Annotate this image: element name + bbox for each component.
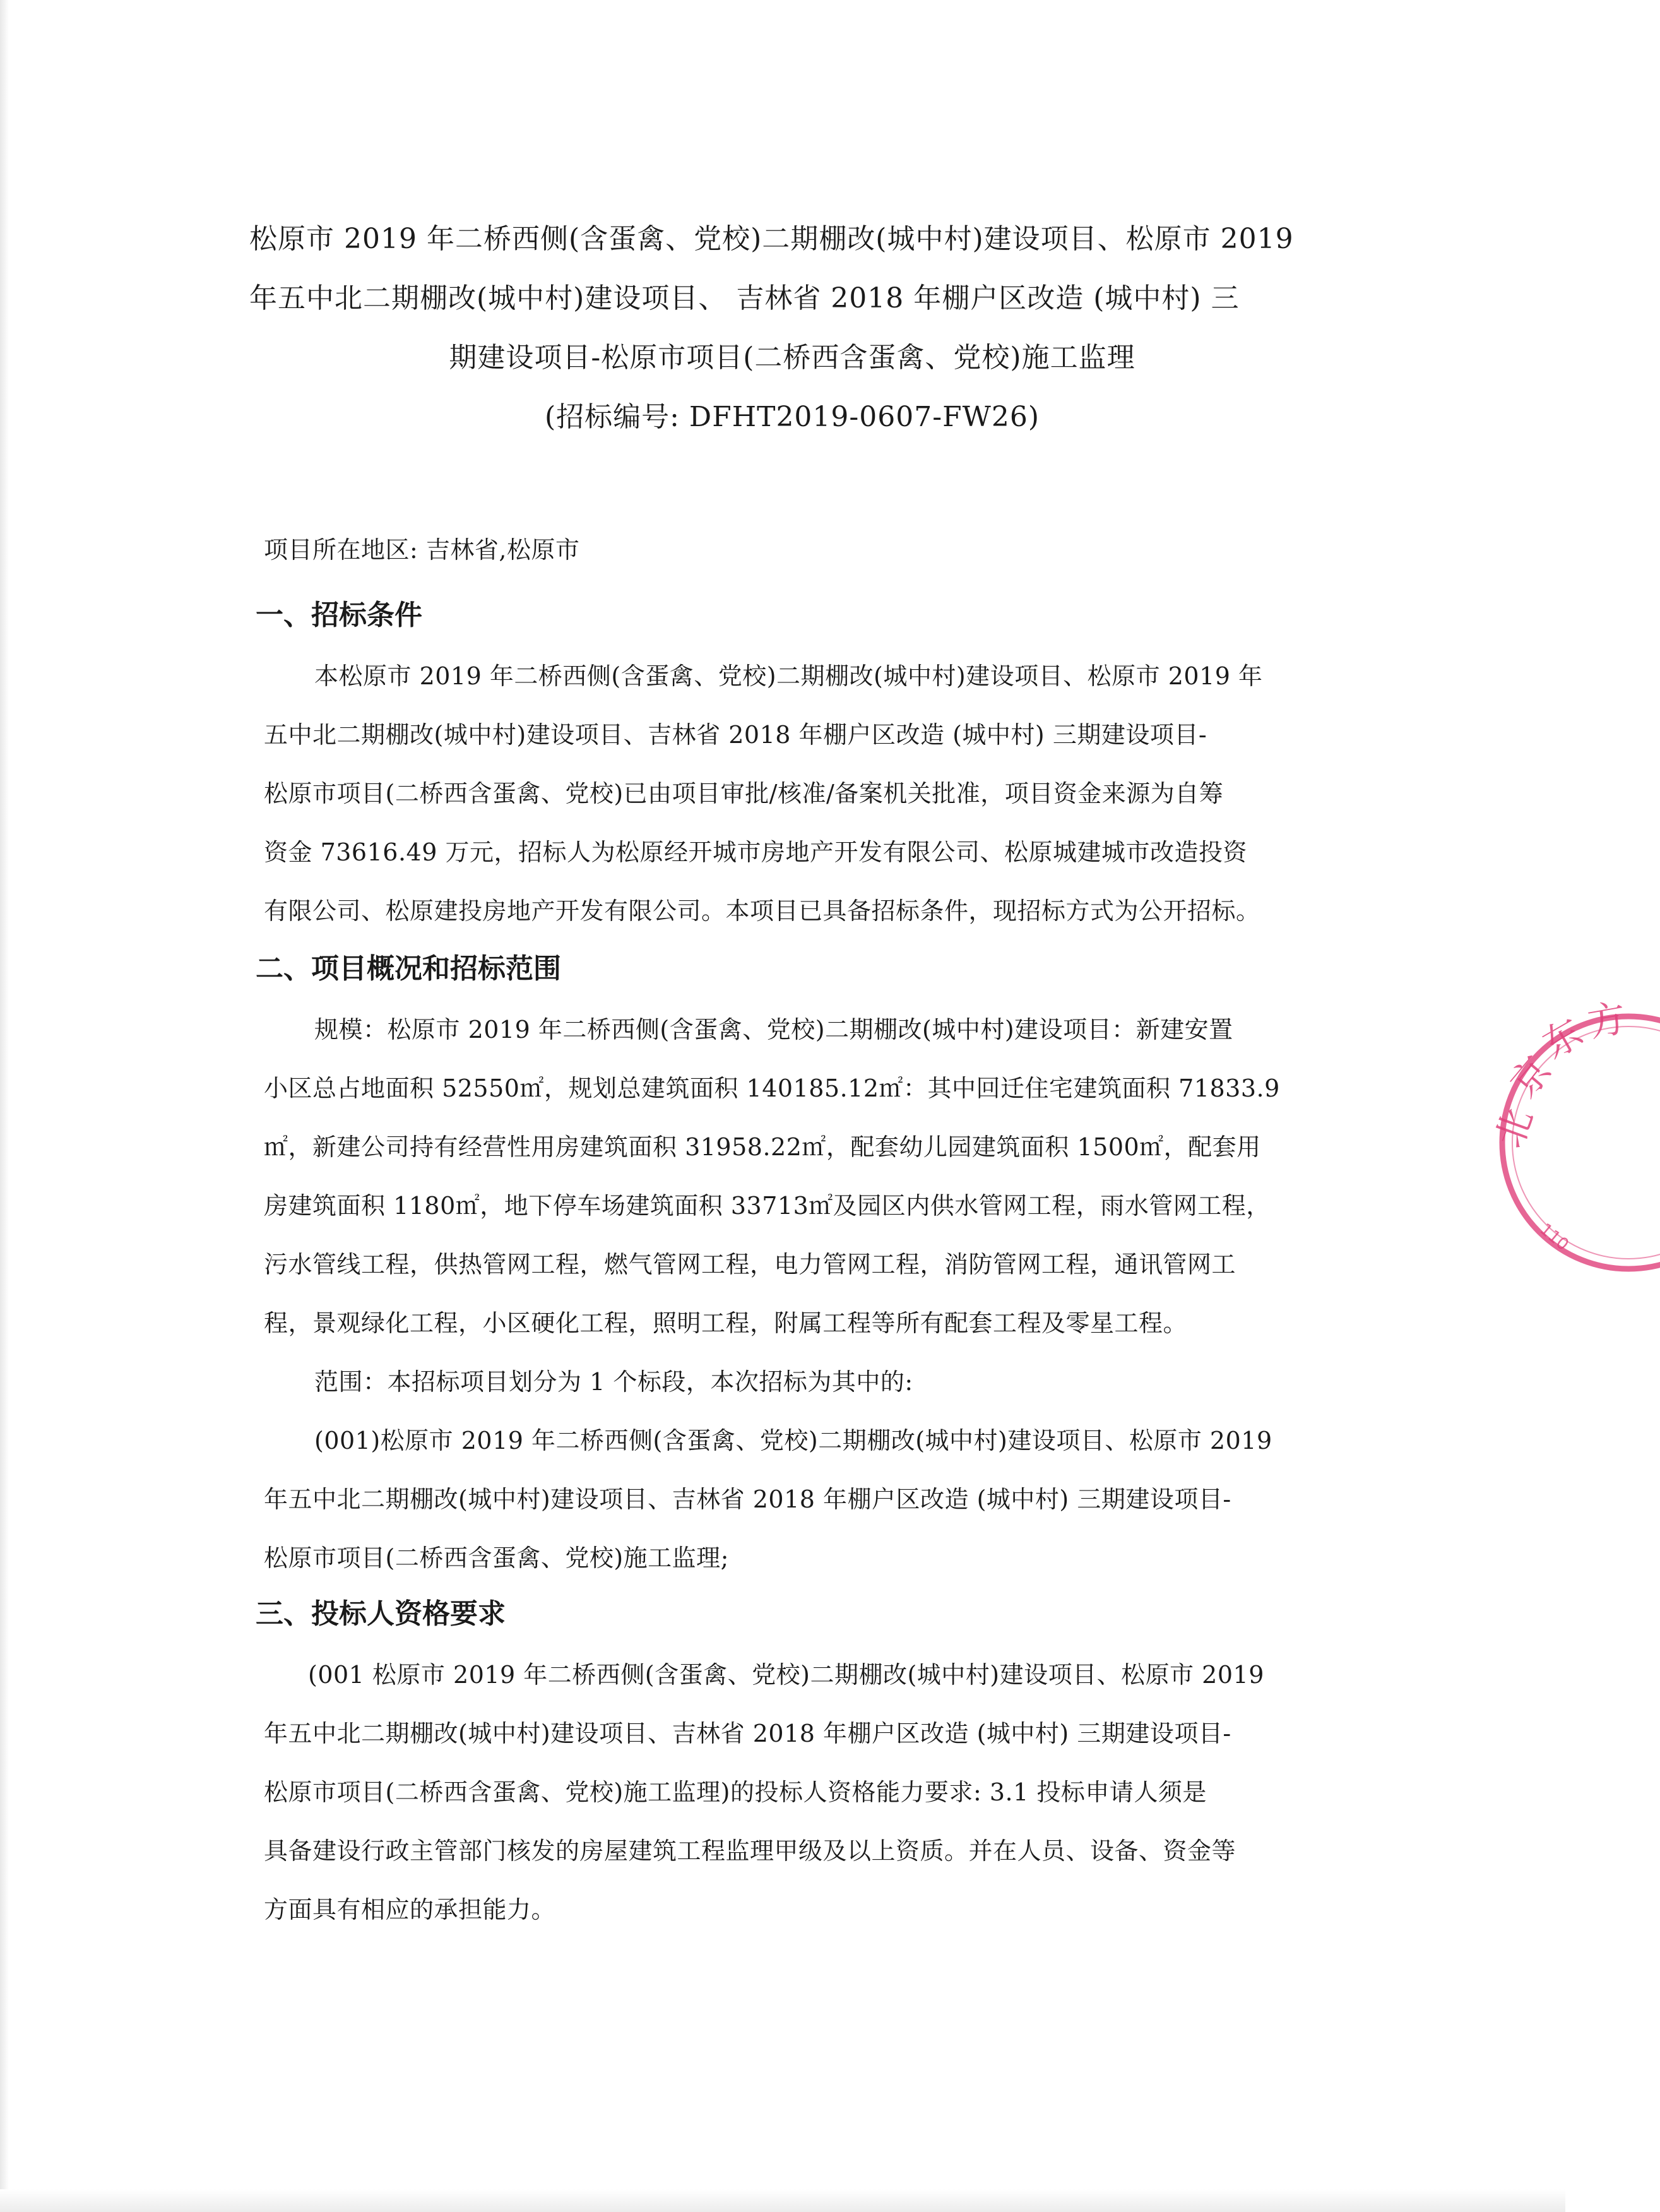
scope-intro: 范围：本招标项目划分为 1 个标段，本次招标为其中的: <box>314 1368 913 1396</box>
section-2-body <box>264 1001 1312 1588</box>
paragraph-line: 年五中北二期棚改(城中村)建设项目、吉林省 2018 年棚户区改造 (城中村) 三期建设项目- <box>264 1485 1231 1513</box>
paragraph-line: 松原市项目(二桥西含蛋禽、党校)已由项目审批/核准/备案机关批准，项目资金来源为自筹 <box>264 780 1224 807</box>
section-1-heading: 一、招标条件 <box>256 599 422 631</box>
scan-edge-shadow <box>0 0 9 2212</box>
paragraph-line: 松原市项目(二桥西含蛋禽、党校)施工监理; <box>264 1544 729 1572</box>
seal-char: 北 <box>1487 1102 1542 1154</box>
paragraph-line: 污水管线工程，供热管网工程，燃气管网工程，电力管网工程，消防管网工程，通讯管网工 <box>264 1251 1236 1278</box>
paragraph-line: 具备建设行政主管部门核发的房屋建筑工程监理甲级及以上资质。并在人员、设备、资金等 <box>264 1837 1236 1865</box>
paragraph-line: 有限公司、松原建投房地产开发有限公司。本项目已具备招标条件，现招标方式为公开招标。 <box>264 897 1260 925</box>
paragraph-line: 松原市项目(二桥西含蛋禽、党校)施工监理)的投标人资格能力要求: 3.1 投标申请人须是 <box>264 1778 1207 1806</box>
title-line-1: 松原市 2019 年二桥西侧(含蛋禽、党校)二期棚改(城中村)建设项目、松原市 2019 <box>249 223 1294 255</box>
section-1-body <box>264 647 1312 941</box>
seal-char: 东 <box>1535 1010 1591 1067</box>
section-3-body <box>264 1646 1312 1939</box>
title-line-3: 期建设项目-松原市项目(二桥西含蛋禽、党校)施工监理 <box>449 342 1135 374</box>
paragraph-line: 程，景观绿化工程，小区硬化工程，照明工程，附属工程等所有配套工程及零星工程。 <box>264 1309 1188 1337</box>
title-line-2: 年五中北二期棚改(城中村)建设项目、 吉林省 2018 年棚户区改造 (城中村) 三 <box>249 282 1240 314</box>
seal-char: 方 <box>1584 996 1630 1046</box>
seal-number: 110 <box>1536 1220 1572 1255</box>
document-title <box>249 210 1335 447</box>
paragraph-line: 本松原市 2019 年二桥西侧(含蛋禽、党校)二期棚改(城中村)建设项目、松原市 2019 年 <box>314 662 1263 690</box>
section-3-heading: 三、投标人资格要求 <box>256 1598 506 1630</box>
paragraph-line: 房建筑面积 1180㎡，地下停车场建筑面积 33713㎡及园区内供水管网工程，雨水管网工程， <box>264 1192 1271 1220</box>
paragraph-line: 年五中北二期棚改(城中村)建设项目、吉林省 2018 年棚户区改造 (城中村) 三期建设项目- <box>264 1720 1231 1747</box>
paragraph-line: ㎡，新建公司持有经营性用房建筑面积 31958.22㎡，配套幼儿园建筑面积 1500㎡，配套用 <box>264 1133 1261 1161</box>
scan-bottom-band <box>0 2189 1565 2212</box>
project-region: 项目所在地区: 吉林省,松原市 <box>264 536 580 564</box>
tender-number: (招标编号: DFHT2019-0607-FW26) <box>544 401 1040 433</box>
paragraph-line: 方面具有相应的承担能力。 <box>264 1896 556 1924</box>
paragraph-line: (001 松原市 2019 年二桥西侧(含蛋禽、党校)二期棚改(城中村)建设项目、松原市 2019 <box>308 1661 1264 1689</box>
company-seal-stamp <box>1471 996 1660 1281</box>
section-2-heading: 二、项目概况和招标范围 <box>256 953 561 985</box>
seal-char: 京 <box>1502 1048 1561 1106</box>
paragraph-line: 资金 73616.49 万元，招标人为松原经开城市房地产开发有限公司、松原城建城市改造投资 <box>264 838 1247 866</box>
paragraph-line: (001)松原市 2019 年二桥西侧(含蛋禽、党校)二期棚改(城中村)建设项目、松原市 2019 <box>314 1427 1272 1454</box>
paragraph-line: 规模：松原市 2019 年二桥西侧(含蛋禽、党校)二期棚改(城中村)建设项目：新建安置 <box>314 1016 1233 1044</box>
paragraph-line: 小区总占地面积 52550㎡，规划总建筑面积 140185.12㎡：其中回迁住宅建筑面积 71833.9 <box>264 1074 1280 1102</box>
paragraph-line: 五中北二期棚改(城中村)建设项目、吉林省 2018 年棚户区改造 (城中村) 三期建设项目- <box>264 721 1207 749</box>
